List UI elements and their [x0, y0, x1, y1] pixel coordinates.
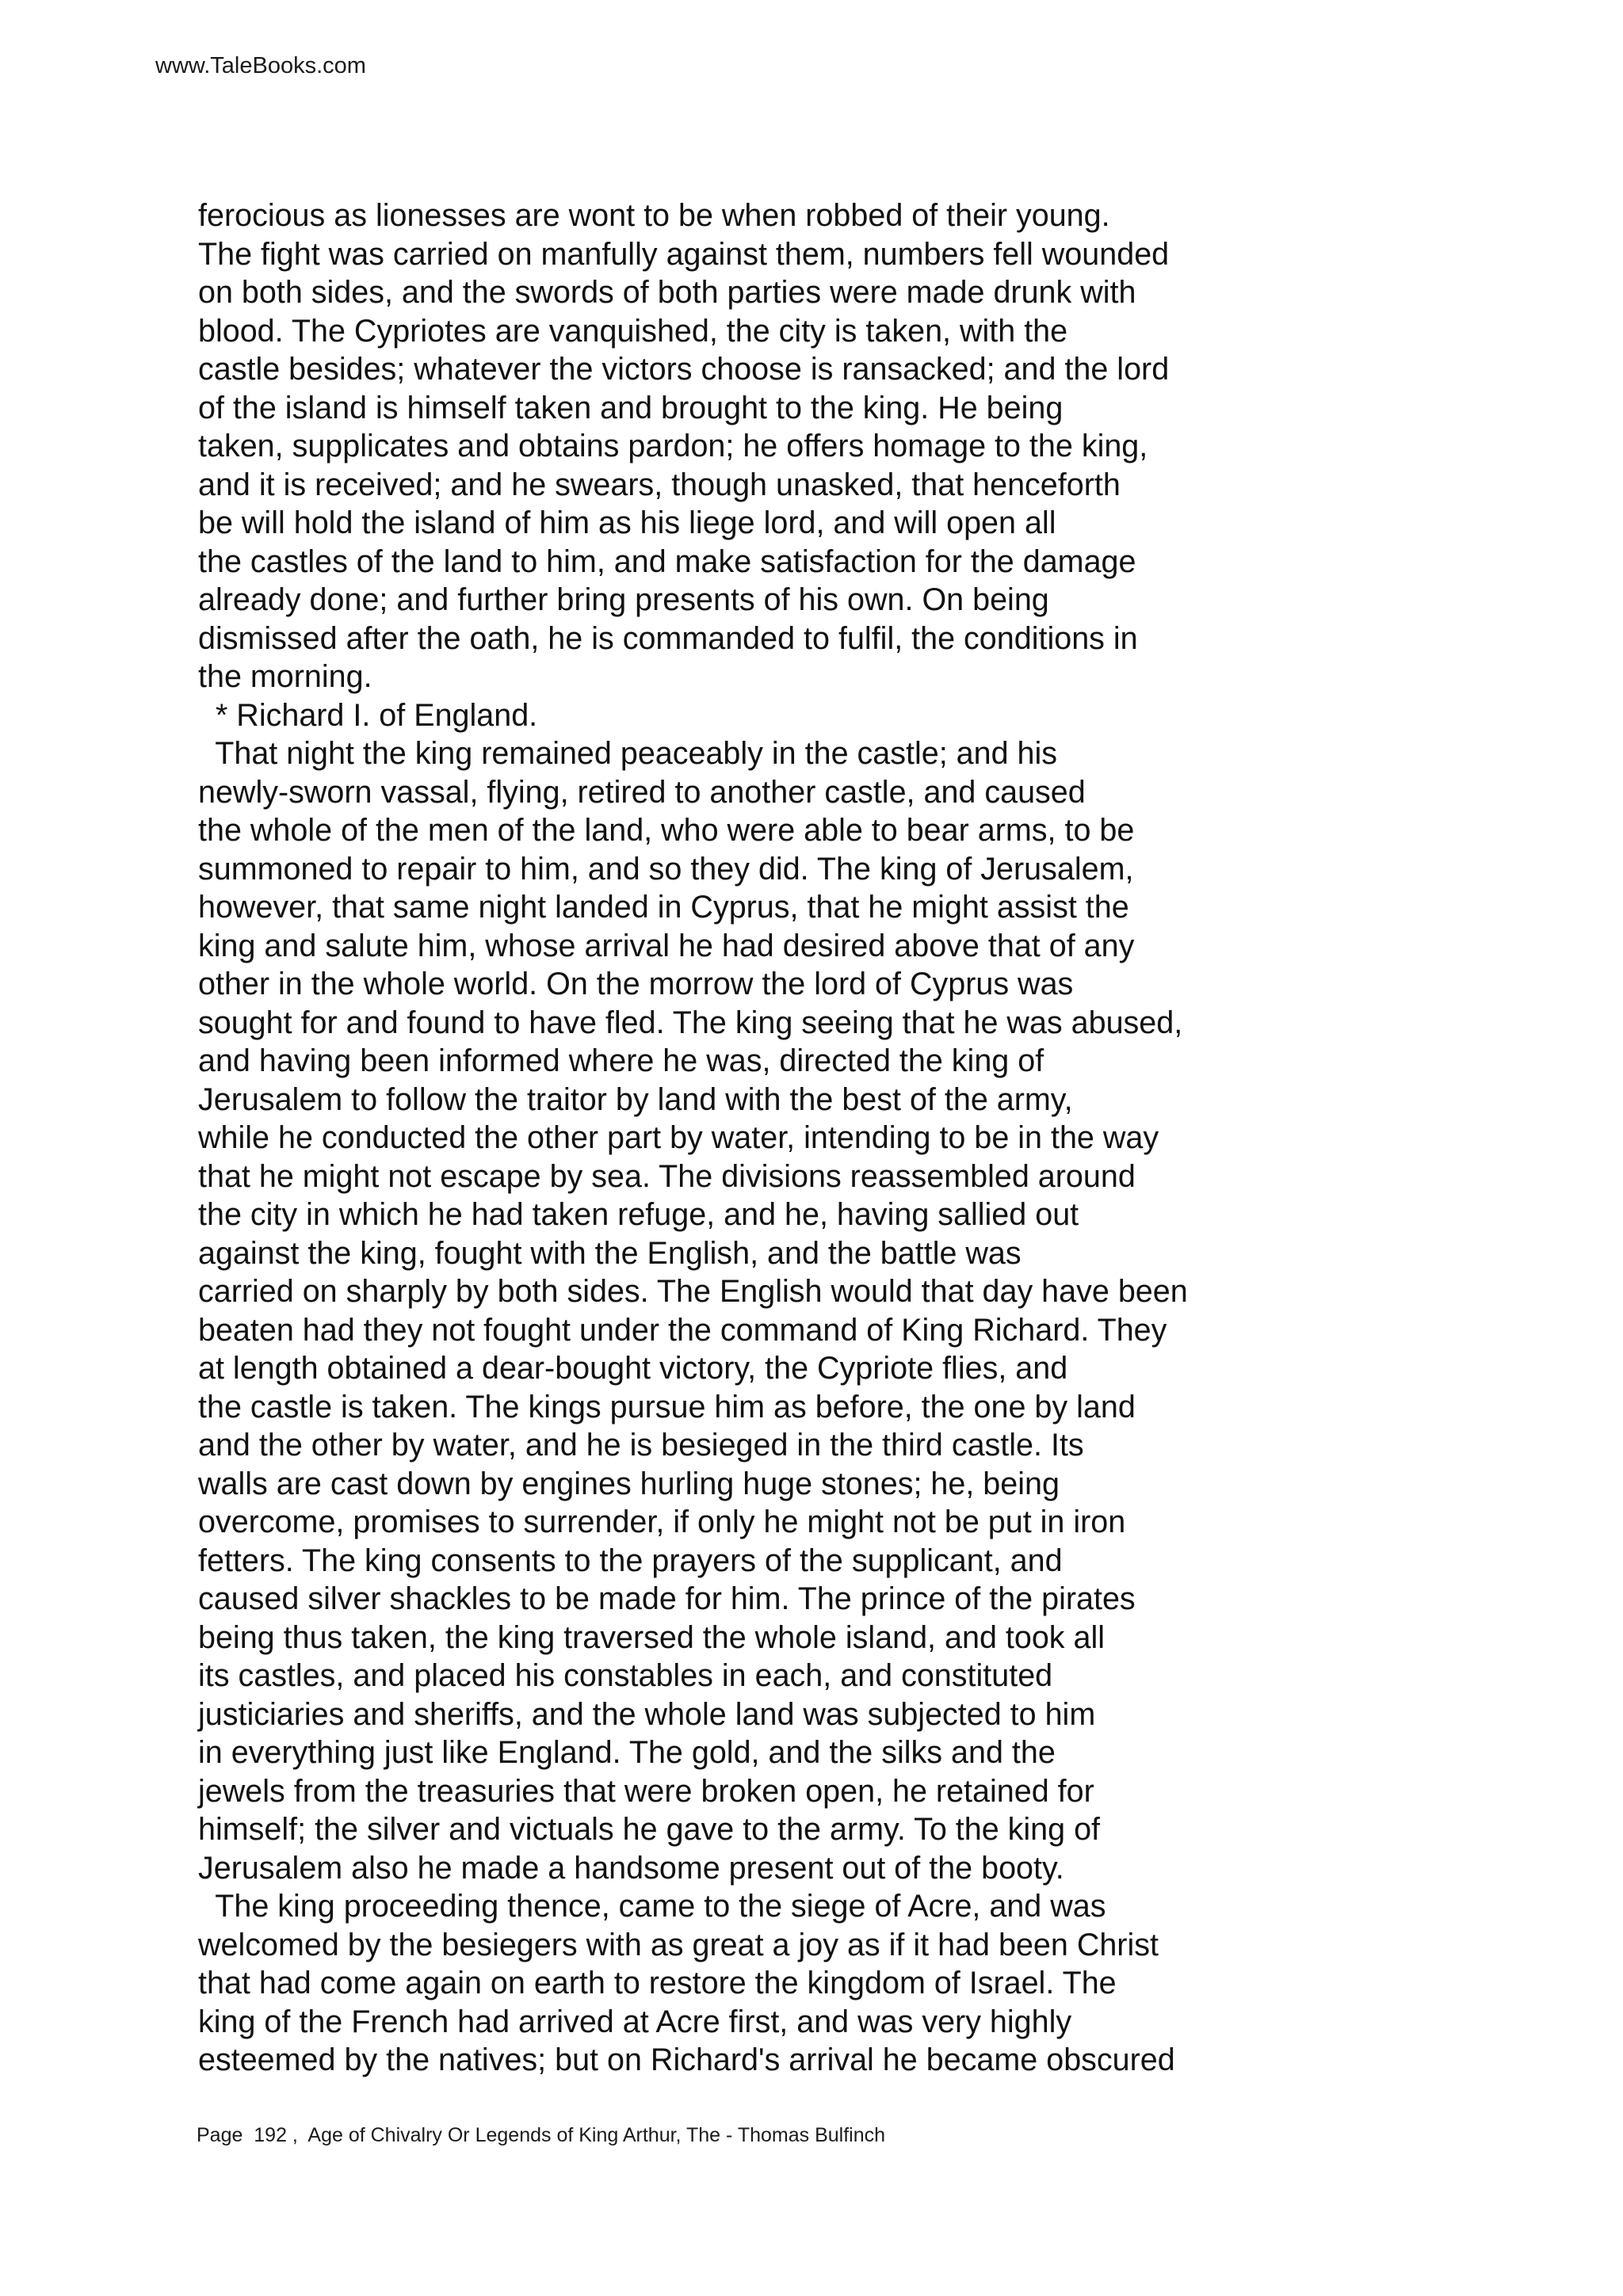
- text-line: jewels from the treasuries that were broken open, he retained for: [198, 1773, 1094, 1809]
- text-line: fetters. The king consents to the prayers of the supplicant, and: [198, 1543, 1063, 1578]
- text-line: king of the French had arrived at Acre first, and was very highly: [198, 2004, 1072, 2039]
- text-line: beaten had they not fought under the command of King Richard. They: [198, 1312, 1167, 1348]
- text-line: while he conducted the other part by water, intending to be in the way: [198, 1120, 1159, 1155]
- text-line: blood. The Cypriotes are vanquished, the city is taken, with the: [198, 313, 1068, 349]
- text-line: ferocious as lionesses are wont to be when robbed of their young.: [198, 198, 1110, 233]
- text-line: welcomed by the besiegers with as great a joy as if it had been Christ: [198, 1927, 1159, 1962]
- text-line: caused silver shackles to be made for him. The prince of the pirates: [198, 1581, 1136, 1616]
- text-line: sought for and found to have fled. The king seeing that he was abused,: [198, 1005, 1183, 1040]
- text-line: the morning.: [198, 659, 372, 694]
- text-line: and it is received; and he swears, though unasked, that henceforth: [198, 467, 1121, 502]
- text-line: against the king, fought with the English, and the battle was: [198, 1235, 1022, 1271]
- text-line: walls are cast down by engines hurling huge stones; he, being: [198, 1466, 1060, 1501]
- text-line: carried on sharply by both sides. The English would that day have been: [198, 1274, 1188, 1309]
- text-line: himself; the silver and victuals he gave to the army. To the king of: [198, 1812, 1101, 1847]
- text-line: newly-sworn vassal, flying, retired to another castle, and caused: [198, 774, 1086, 810]
- text-line: at length obtained a dear-bought victory, the Cypriote flies, and: [198, 1351, 1068, 1386]
- text-line: the castles of the land to him, and make satisfaction for the damage: [198, 543, 1136, 579]
- text-line: The king proceeding thence, came to the siege of Acre, and was: [198, 1889, 1106, 1924]
- text-line: summoned to repair to him, and so they did. The king of Jerusalem,: [198, 851, 1134, 887]
- text-line: however, that same night landed in Cyprus, that he might assist the: [198, 890, 1129, 925]
- text-line: other in the whole world. On the morrow the lord of Cyprus was: [198, 967, 1074, 1001]
- text-line: already done; and further bring presents of his own. On being: [198, 582, 1049, 617]
- text-line: That night the king remained peaceably in the castle; and his: [198, 736, 1058, 771]
- body-text: [198, 196, 1545, 2080]
- text-line: The fight was carried on manfully against them, numbers fell wounded: [198, 236, 1170, 272]
- page-footer: Page 192 , Age of Chivalry Or Legends of King Arthur, The - Thomas Bulfinch: [197, 2124, 886, 2146]
- text-line: * Richard I. of England.: [198, 697, 538, 733]
- text-line: and the other by water, and he is besieged in the third castle. Its: [198, 1428, 1084, 1463]
- text-line: being thus taken, the king traversed the whole island, and took all: [198, 1619, 1106, 1655]
- text-line: on both sides, and the swords of both parties were made drunk with: [198, 275, 1136, 310]
- text-line: dismissed after the oath, he is commanded to fulfil, the conditions in: [198, 620, 1138, 656]
- text-line: Jerusalem also he made a handsome present out of the booty.: [198, 1850, 1064, 1886]
- text-line: castle besides; whatever the victors choose is ransacked; and the lord: [198, 352, 1170, 387]
- text-line: king and salute him, whose arrival he had desired above that of any: [198, 928, 1135, 963]
- text-line: justiciaries and sheriffs, and the whole land was subjected to him: [198, 1696, 1096, 1732]
- text-line: taken, supplicates and obtains pardon; he offers homage to the king,: [198, 429, 1148, 463]
- text-line: the castle is taken. The kings pursue him as before, the one by land: [198, 1389, 1136, 1425]
- text-line: and having been informed where he was, directed the king of: [198, 1043, 1044, 1078]
- text-line: the whole of the men of the land, who were able to bear arms, to be: [198, 813, 1135, 848]
- site-header: www.TaleBooks.com: [155, 53, 366, 78]
- text-line: overcome, promises to surrender, if only he might not be put in iron: [198, 1505, 1126, 1539]
- text-line: be will hold the island of him as his liege lord, and will open all: [198, 505, 1056, 540]
- text-line: the city in which he had taken refuge, and he, having sallied out: [198, 1197, 1079, 1232]
- text-line: Jerusalem to follow the traitor by land with the best of the army,: [198, 1081, 1073, 1117]
- text-line: its castles, and placed his constables in each, and constituted: [198, 1658, 1053, 1693]
- text-line: that he might not escape by sea. The divisions reassembled around: [198, 1158, 1136, 1194]
- text-line: in everything just like England. The gold, and the silks and the: [198, 1735, 1056, 1770]
- text-line: esteemed by the natives; but on Richard's arrival he became obscured: [198, 2042, 1175, 2077]
- text-line: of the island is himself taken and brought to the king. He being: [198, 390, 1064, 425]
- text-line: that had come again on earth to restore the kingdom of Israel. The: [198, 1966, 1117, 2000]
